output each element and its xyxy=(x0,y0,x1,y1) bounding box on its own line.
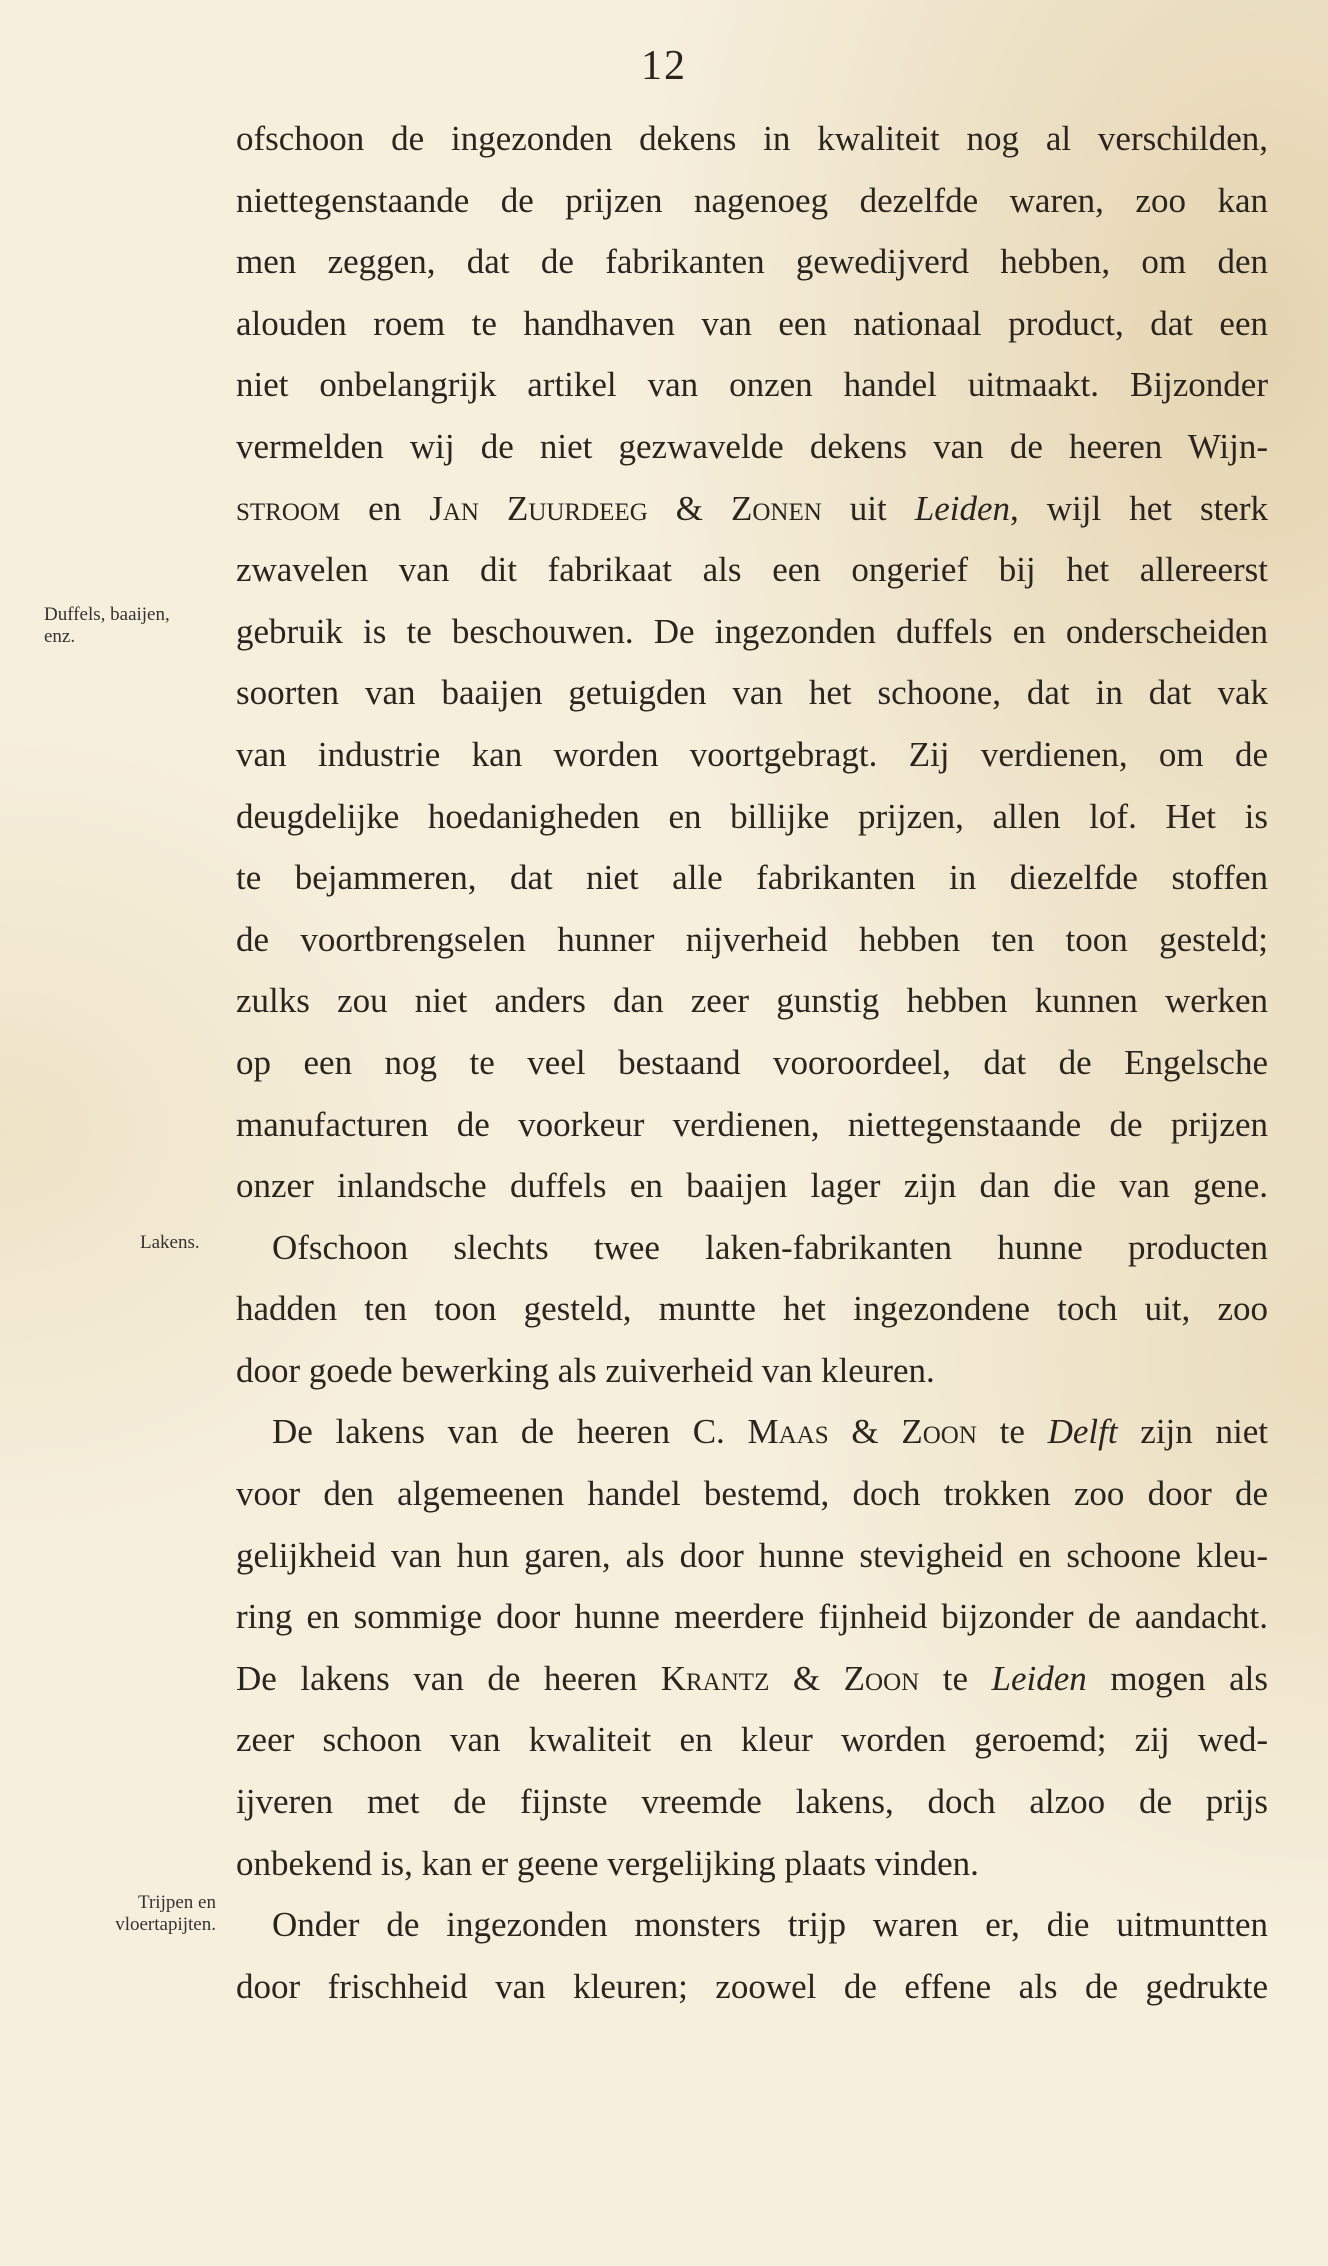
text-line: onbekend is, kan er geene vergelijking plaats vinden. xyxy=(236,1843,979,1883)
text-line: zulks zou niet anders dan zeer gunstig hebben kunnen werken xyxy=(236,981,1268,1021)
text-line: vermelden wij de niet gezwavelde dekens van de heeren Wijn- xyxy=(236,426,1268,466)
text-line: soorten van baaijen getuigden van het schoone, dat in dat vak xyxy=(236,673,1268,713)
margin-note-line: enz. xyxy=(44,626,76,647)
margin-note-line: Trijpen en xyxy=(138,1892,216,1913)
body-text xyxy=(236,108,1268,2017)
margin-note-duffels xyxy=(44,604,170,648)
margin-note-trijpen xyxy=(26,1892,216,1936)
text-line: zeer schoon van kwaliteit en kleur worden geroemd; zij wed- xyxy=(236,1720,1268,1760)
text-line: stroom en Jan Zuurdeeg & Zonen uit Leiden, wijl het sterk xyxy=(236,488,1268,528)
margin-note-lakens xyxy=(140,1232,200,1254)
text-line: niet onbelangrijk artikel van onzen handel uitmaakt. Bijzonder xyxy=(236,365,1268,405)
text-line: niettegenstaande de prijzen nagenoeg dezelfde waren, zoo kan xyxy=(236,180,1268,220)
text-line: gebruik is te beschouwen. De ingezonden duffels en onderscheiden xyxy=(236,611,1268,651)
text-line: De lakens van de heeren Krantz & Zoon te Leiden mogen als xyxy=(236,1658,1268,1698)
text-line: door goede bewerking als zuiverheid van kleuren. xyxy=(236,1350,935,1390)
text-line: De lakens van de heeren C. Maas & Zoon te Delft zijn niet xyxy=(272,1412,1268,1452)
page-number: 12 xyxy=(641,43,687,89)
text-line: deugdelijke hoedanigheden en billijke prijzen, allen lof. Het is xyxy=(236,796,1268,836)
text-line: door frischheid van kleuren; zoowel de effene als de gedrukte xyxy=(236,1966,1268,2006)
text-line: manufacturen de voorkeur verdienen, niettegenstaande de prijzen xyxy=(236,1104,1268,1144)
text-line: hadden ten toon gesteld, muntte het ingezondene toch uit, zoo xyxy=(236,1289,1268,1329)
text-line: Onder de ingezonden monsters trijp waren er, die uitmuntten xyxy=(272,1905,1268,1945)
margin-note-line: vloertapijten. xyxy=(115,1914,216,1935)
text-line: de voortbrengselen hunner nijverheid hebben ten toon gesteld; xyxy=(236,919,1268,959)
margin-note-line: Duffels, baaijen, xyxy=(44,604,170,625)
text-line: op een nog te veel bestaand vooroordeel, dat de Engelsche xyxy=(236,1042,1268,1082)
text-line: zwavelen van dit fabrikaat als een ongerief bij het allereerst xyxy=(236,550,1268,590)
text-line: ofschoon de ingezonden dekens in kwaliteit nog al verschilden, xyxy=(236,119,1268,158)
text-line: ijveren met de fijnste vreemde lakens, doch alzoo de prijs xyxy=(236,1782,1268,1822)
text-line: men zeggen, dat de fabrikanten gewedijverd hebben, om den xyxy=(236,242,1268,282)
text-line: gelijkheid van hun garen, als door hunne stevigheid en schoone kleu- xyxy=(236,1535,1268,1575)
text-line: ring en sommige door hunne meerdere fijnheid bijzonder de aandacht. xyxy=(236,1597,1268,1637)
margin-note-line: Lakens. xyxy=(140,1232,200,1253)
text-line: te bejammeren, dat niet alle fabrikanten in diezelfde stoffen xyxy=(236,858,1268,898)
text-line: van industrie kan worden voortgebragt. Zij verdienen, om de xyxy=(236,734,1268,774)
text-line: alouden roem te handhaven van een nationaal product, dat een xyxy=(236,303,1268,343)
text-line: voor den algemeenen handel bestemd, doch trokken zoo door de xyxy=(236,1474,1268,1514)
text-line: onzer inlandsche duffels en baaijen lager zijn dan die van gene. xyxy=(236,1166,1268,1206)
text-line: Ofschoon slechts twee laken-fabrikanten hunne producten xyxy=(272,1227,1268,1267)
